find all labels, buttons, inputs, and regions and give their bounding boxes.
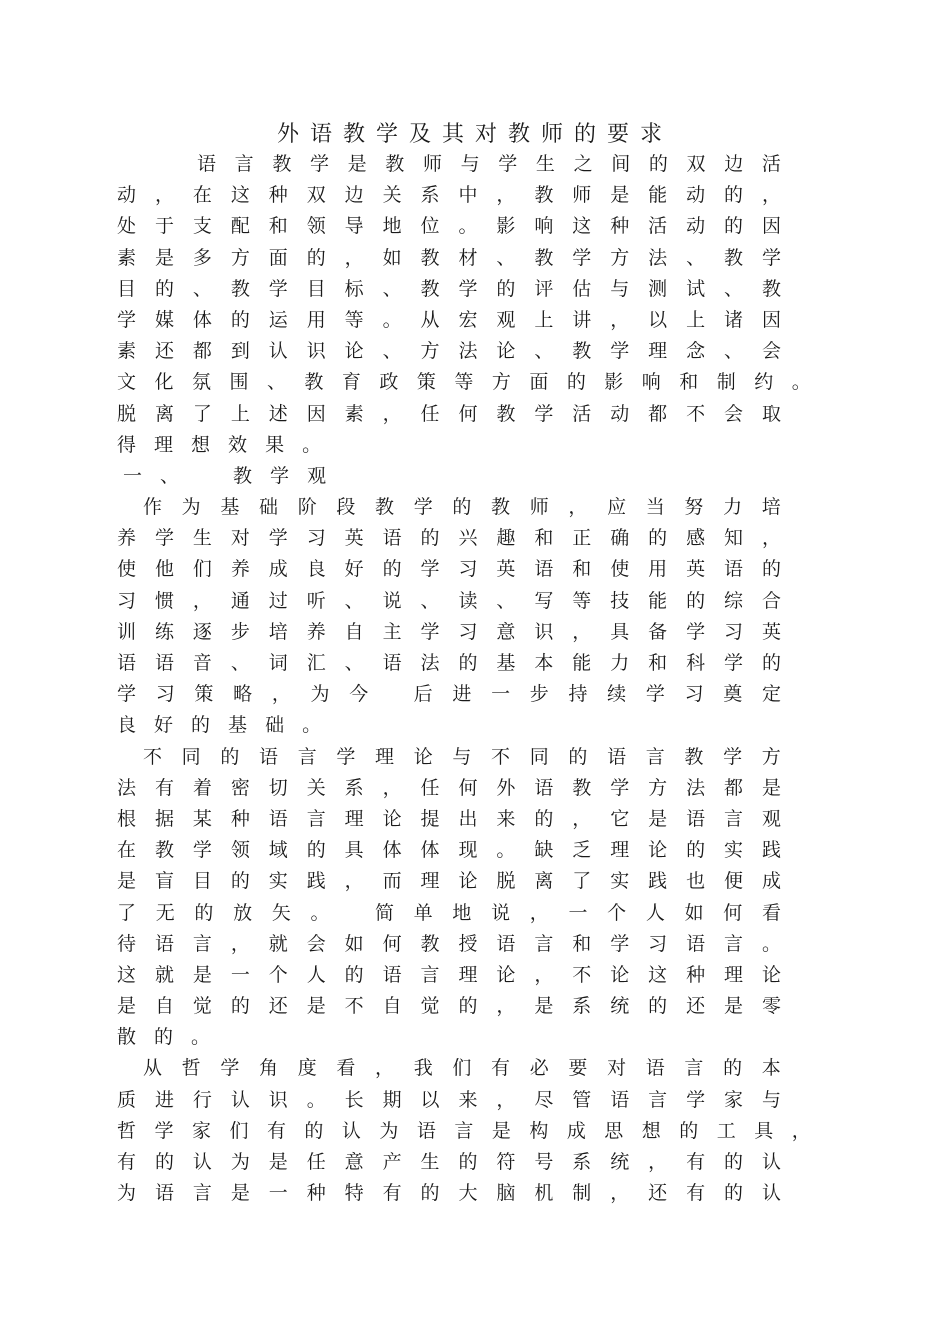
text-line: 目 的 、 教 学 目 标 、 教 学 的 评 估 与 测 试 、 教	[117, 277, 781, 300]
text-line: 良 好 的 基 础 。	[117, 714, 322, 737]
text-line: 得 理 想 效 果 。	[117, 433, 322, 456]
text-line: 是 盲 目 的 实 践 ， 而 理 论 脱 离 了 实 践 也 便 成	[117, 870, 781, 893]
text-line: 在 教 学 领 域 的 具 体 体 现 。 缺 乏 理 论 的 实 践	[117, 839, 781, 862]
text-line: 语 言 教 学 是 教 师 与 学 生 之 间 的 双 边 活	[197, 153, 781, 175]
text-line: 从 哲 学 角 度 看 ， 我 们 有 必 要 对 语 言 的 本	[143, 1057, 781, 1080]
text-line: 哲 学 家 们 有 的 认 为 语 言 是 构 成 思 想 的 工 具 ，	[117, 1119, 811, 1142]
text-line: 语 语 音 、 词 汇 、 语 法 的 基 本 能 力 和 科 学 的	[117, 652, 781, 674]
text-line: 了 无 的 放 矢 。 简 单 地 说 ， 一 个 人 如 何 看	[117, 901, 781, 924]
document-title: 外语教学及其对教师的要求	[276, 122, 673, 147]
text-line: 作 为 基 础 阶 段 教 学 的 教 师 ， 应 当 努 力 培	[143, 496, 781, 519]
document-body	[117, 149, 837, 1209]
text-line: 训 练 逐 步 培 养 自 主 学 习 意 识 ， 具 备 学 习 英	[117, 620, 781, 643]
text-line: 为 语 言 是 一 种 特 有 的 大 脑 机 制 ， 还 有 的 认	[117, 1182, 781, 1205]
text-line: 学 媒 体 的 运 用 等 。 从 宏 观 上 讲 ， 以 上 诸 因	[117, 308, 781, 331]
text-line: 不 同 的 语 言 学 理 论 与 不 同 的 语 言 教 学 方	[143, 745, 781, 768]
text-line: 动 ， 在 这 种 双 边 关 系 中 ， 教 师 是 能 动 的 ，	[117, 184, 781, 207]
text-line: 法 有 着 密 切 关 系 ， 任 何 外 语 教 学 方 法 都 是	[117, 776, 781, 799]
text-line: 素 是 多 方 面 的 ， 如 教 材 、 教 学 方 法 、 教 学	[117, 246, 781, 269]
text-line: 一 、 教 学 观	[123, 464, 327, 487]
text-line: 使 他 们 养 成 良 好 的 学 习 英 语 和 使 用 英 语 的	[117, 558, 781, 581]
text-line: 根 据 某 种 语 言 理 论 提 出 来 的 ， 它 是 语 言 观	[117, 807, 781, 830]
text-line: 习 惯 ， 通 过 听 、 说 、 读 、 写 等 技 能 的 综 合	[117, 589, 781, 612]
text-line: 散 的 。	[117, 1026, 211, 1049]
text-line: 有 的 认 为 是 任 意 产 生 的 符 号 系 统 ， 有 的 认	[117, 1151, 781, 1173]
text-line: 学 习 策 略 ， 为 今 后 进 一 步 持 续 学 习 奠 定	[117, 683, 781, 706]
text-line: 脱 离 了 上 述 因 素 ， 任 何 教 学 活 动 都 不 会 取	[117, 402, 781, 425]
text-line: 这 就 是 一 个 人 的 语 言 理 论 ， 不 论 这 种 理 论	[117, 963, 781, 986]
text-line: 养 学 生 对 学 习 英 语 的 兴 趣 和 正 确 的 感 知 ，	[117, 527, 781, 550]
text-line: 是 自 觉 的 还 是 不 自 觉 的 ， 是 系 统 的 还 是 零	[117, 995, 781, 1018]
text-line: 质 进 行 认 识 。 长 期 以 来 ， 尽 管 语 言 学 家 与	[117, 1088, 781, 1111]
text-line: 文 化 氛 围 、 教 育 政 策 等 方 面 的 影 响 和 制 约 。	[117, 371, 811, 394]
text-line: 素 还 都 到 认 识 论 、 方 法 论 、 教 学 理 念 、 会	[117, 340, 781, 363]
text-line: 待 语 言 ， 就 会 如 何 教 授 语 言 和 学 习 语 言 。	[117, 932, 781, 955]
text-line: 处 于 支 配 和 领 导 地 位 。 影 响 这 种 活 动 的 因	[117, 215, 781, 238]
